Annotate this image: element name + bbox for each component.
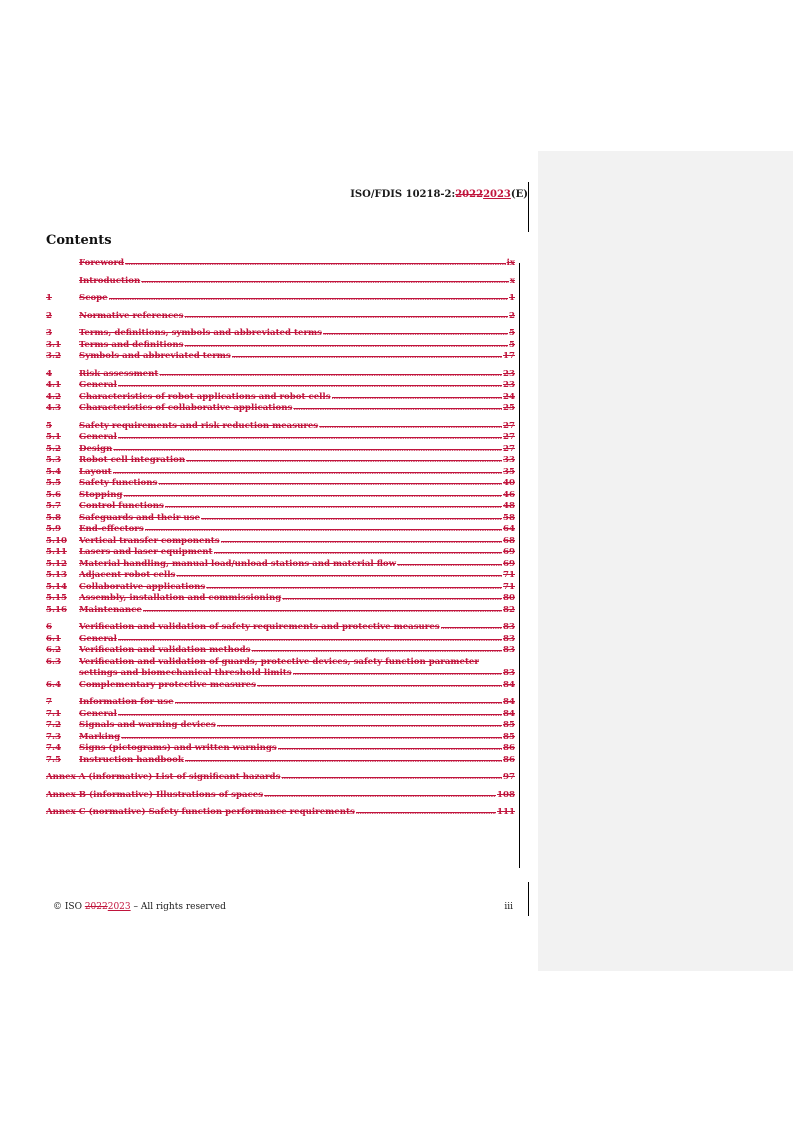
toc-entry[interactable] <box>46 559 515 571</box>
toc-entry-label: Control functions <box>79 501 164 511</box>
toc-entry-number: 5.16 <box>46 604 67 615</box>
toc-leader-dots <box>251 645 502 655</box>
toc-leader-dots <box>441 622 502 632</box>
toc-entry-page: ix <box>506 258 515 268</box>
toc-entry-label: Complementary protective measures <box>79 679 256 690</box>
toc-leader-dots <box>278 743 502 753</box>
toc-entry[interactable] <box>46 697 515 709</box>
toc-entry-page: 17 <box>503 351 515 361</box>
toc-entry-label: Terms and definitions <box>79 339 184 350</box>
toc-entry-label: Layout <box>79 466 112 477</box>
toc-entry-number: 5.3 <box>46 455 61 465</box>
toc-entry[interactable] <box>46 772 515 784</box>
header-year-deleted: 2022 <box>455 189 484 200</box>
header-year-inserted: 2023 <box>483 189 511 200</box>
toc-entry-page: 27 <box>503 443 515 454</box>
toc-entry-label: Characteristics of collaborative applications <box>79 403 293 413</box>
page-footer <box>53 902 513 912</box>
toc-entry[interactable] <box>46 490 515 502</box>
toc-leader-dots <box>158 478 502 488</box>
toc-entry-number: 5.9 <box>46 524 61 534</box>
toc-entry[interactable] <box>46 593 515 605</box>
toc-entry-page: 58 <box>503 512 515 523</box>
toc-entry[interactable] <box>46 403 515 415</box>
toc-entry-label: Instruction handbook <box>79 754 184 765</box>
toc-entry[interactable] <box>46 709 515 721</box>
toc-entry-number: 5.15 <box>46 593 67 603</box>
toc-entry[interactable] <box>46 328 515 340</box>
toc-entry-page: 71 <box>503 570 515 580</box>
toc-entry-label: General <box>79 432 117 442</box>
toc-entry[interactable] <box>46 657 515 669</box>
toc-entry-label: Vertical transfer components <box>79 535 220 546</box>
toc-entry[interactable] <box>46 668 515 680</box>
toc-entry-label: Safeguards and their use <box>79 512 200 523</box>
toc-entry-label: Foreword <box>79 258 125 268</box>
toc-leader-dots <box>206 582 502 592</box>
toc-entry-number: 5.11 <box>46 547 67 557</box>
toc-leader-dots <box>397 559 502 569</box>
toc-entry-label: Design <box>79 443 113 454</box>
toc-entry-page: 86 <box>503 743 515 753</box>
toc-entry[interactable] <box>46 467 515 479</box>
toc-leader-dots <box>319 421 502 431</box>
toc-entry-page: 48 <box>503 501 515 511</box>
toc-leader-dots <box>186 455 502 465</box>
toc-entry-page: 69 <box>503 547 515 557</box>
toc-entry-page: 69 <box>503 558 515 569</box>
toc-entry-page: 85 <box>503 720 515 730</box>
toc-entry-label: Scope <box>79 293 108 303</box>
toc-entry-page: 35 <box>503 466 515 477</box>
toc-leader-dots <box>123 490 502 500</box>
toc-entry-page: 46 <box>503 489 515 500</box>
toc-leader-dots <box>109 293 508 303</box>
toc-entry-page: 23 <box>503 380 515 390</box>
change-bar-footer <box>528 882 529 916</box>
header-prefix: ISO/FDIS 10218-2: <box>350 189 456 200</box>
toc-leader-dots <box>232 351 502 361</box>
toc-leader-dots <box>214 547 503 557</box>
toc-entry[interactable] <box>46 369 515 381</box>
page-number: iii <box>504 902 513 912</box>
toc-entry-label: Terms, definitions, symbols and abbreviated terms <box>79 328 322 338</box>
toc-entry-page: 40 <box>503 478 515 488</box>
toc-entry-number: 5.6 <box>46 489 61 500</box>
change-bar-header <box>528 182 529 232</box>
toc-leader-dots <box>118 634 502 644</box>
toc-entry[interactable] <box>46 732 515 744</box>
toc-entry-label: Annex B (informative) Illustrations of spaces <box>46 789 264 800</box>
toc-entry-number: 5 <box>46 420 52 431</box>
toc-leader-dots <box>323 328 508 338</box>
toc-entry-label: General <box>79 708 117 719</box>
toc-entry-label: settings and biomechanical threshold limits <box>79 668 292 678</box>
toc-entry-label: Adjacent robot cells <box>79 570 176 580</box>
toc-entry-page: 33 <box>503 455 515 465</box>
toc-entry-label: Verification and validation of guards, protective devices, safety function parameter <box>79 656 479 667</box>
toc-entry[interactable] <box>46 790 515 802</box>
toc-entry-page: 23 <box>503 368 515 379</box>
toc-entry-label: Verification and validation of safety requirements and protective measures <box>79 622 440 632</box>
toc-entry[interactable] <box>46 501 515 513</box>
toc-entry-number: 6.4 <box>46 679 61 690</box>
toc-leader-dots <box>184 311 508 321</box>
toc-entry-label: Marking <box>79 731 121 742</box>
toc-entry-number: 7.1 <box>46 708 61 719</box>
toc-entry-number: 5.4 <box>46 466 61 477</box>
toc-entry-page: 83 <box>503 622 515 632</box>
change-bar-toc <box>519 263 520 868</box>
toc-leader-dots <box>125 258 506 268</box>
toc-entry-label: Information for use <box>79 697 174 707</box>
toc-entry-label: General <box>79 380 117 390</box>
comment-pane <box>538 151 793 971</box>
toc-entry-number: 6 <box>46 622 52 632</box>
toc-leader-dots <box>118 432 502 442</box>
toc-leader-dots <box>141 276 509 286</box>
toc-entry-number: 3.1 <box>46 339 61 350</box>
footer-year-inserted: 2023 <box>107 902 131 912</box>
toc-entry-page: 85 <box>503 731 515 742</box>
table-of-contents <box>46 258 515 819</box>
toc-leader-dots <box>293 403 502 413</box>
toc-entry-page: 24 <box>503 391 515 402</box>
toc-entry-label: Robot cell integration <box>79 455 186 465</box>
toc-entry-number: 2 <box>46 310 52 321</box>
toc-entry-number: 6.3 <box>46 656 61 667</box>
toc-entry-number: 5.1 <box>46 432 61 442</box>
toc-entry[interactable] <box>46 276 515 288</box>
toc-leader-dots <box>332 392 502 402</box>
toc-entry-page: 2 <box>509 310 515 321</box>
toc-entry-number: 5.5 <box>46 478 61 488</box>
toc-leader-dots <box>264 790 496 800</box>
toc-entry-number: 7.4 <box>46 743 61 753</box>
toc-entry[interactable] <box>46 351 515 363</box>
header-suffix: (E) <box>510 189 528 200</box>
toc-entry-label: Signals and warning devices <box>79 720 216 730</box>
toc-entry-number: 5.12 <box>46 558 67 569</box>
toc-entry-page: 83 <box>503 668 515 678</box>
toc-leader-dots <box>184 340 508 350</box>
toc-entry-label: Normative references <box>79 310 184 321</box>
toc-entry-page: 83 <box>503 645 515 655</box>
toc-entry[interactable] <box>46 634 515 646</box>
footer-year-deleted: 2022 <box>84 902 108 912</box>
toc-leader-dots <box>113 444 502 454</box>
toc-entry-label: Annex A (informative) List of significant hazards <box>46 772 281 782</box>
toc-entry[interactable] <box>46 380 515 392</box>
toc-entry[interactable] <box>46 720 515 732</box>
toc-entry-page: 82 <box>503 604 515 615</box>
copyright-notice: © ISO 20222023 – All rights reserved <box>53 902 226 912</box>
toc-entry[interactable] <box>46 444 515 456</box>
toc-entry[interactable] <box>46 536 515 548</box>
toc-entry-number: 6.2 <box>46 645 61 655</box>
toc-entry[interactable] <box>46 622 515 634</box>
toc-entry-label: Verification and validation methods <box>79 645 251 655</box>
toc-entry[interactable] <box>46 340 515 352</box>
toc-entry-label: Safety requirements and risk reduction measures <box>79 420 319 431</box>
toc-entry-number: 4.3 <box>46 403 61 413</box>
toc-entry-label: Introduction <box>79 275 141 286</box>
toc-entry[interactable] <box>46 311 515 323</box>
toc-entry-number: 7.3 <box>46 731 61 742</box>
toc-leader-dots <box>118 709 502 719</box>
toc-entry[interactable] <box>46 513 515 525</box>
toc-entry-label: Characteristics of robot applications and robot cells <box>79 391 331 402</box>
toc-leader-dots <box>201 513 502 523</box>
toc-entry-page: 5 <box>509 339 515 350</box>
toc-leader-dots <box>159 369 502 379</box>
toc-entry[interactable] <box>46 421 515 433</box>
toc-leader-dots <box>221 536 502 546</box>
toc-entry-number: 3.2 <box>46 351 61 361</box>
toc-entry-page: 71 <box>503 581 515 592</box>
toc-entry-page: 64 <box>503 524 515 534</box>
toc-leader-dots <box>118 380 502 390</box>
toc-entry-page: 84 <box>503 679 515 690</box>
toc-entry-label: Assembly, installation and commissioning <box>79 593 282 603</box>
toc-entry-number: 5.7 <box>46 501 61 511</box>
toc-leader-dots <box>145 524 502 534</box>
toc-leader-dots <box>175 697 502 707</box>
toc-entry[interactable] <box>46 743 515 755</box>
toc-entry-number: 7.5 <box>46 754 61 765</box>
toc-entry[interactable] <box>46 258 515 270</box>
toc-leader-dots <box>113 467 502 477</box>
toc-entry-number: 7.2 <box>46 720 61 730</box>
toc-entry-number: 1 <box>46 293 52 303</box>
toc-entry-page: 111 <box>497 807 515 817</box>
toc-entry-page: 97 <box>503 772 515 782</box>
toc-entry[interactable] <box>46 605 515 617</box>
toc-entry-label: General <box>79 633 117 644</box>
toc-entry[interactable] <box>46 478 515 490</box>
toc-entry-number: 5.13 <box>46 570 67 580</box>
toc-entry-page: 5 <box>509 328 515 338</box>
contents-title: Contents <box>46 233 112 248</box>
toc-entry-label: Collaborative applications <box>79 581 206 592</box>
toc-entry-label: Maintenance <box>79 604 142 615</box>
toc-entry[interactable] <box>46 392 515 404</box>
toc-entry-label: Material handling, manual load/unload stations and material flow <box>79 558 397 569</box>
toc-entry-label: Annex C (normative) Safety function performance requirements <box>46 807 355 817</box>
toc-entry-label: Stopping <box>79 489 123 500</box>
toc-entry-page: 108 <box>497 789 515 800</box>
toc-entry[interactable] <box>46 432 515 444</box>
toc-leader-dots <box>143 605 502 615</box>
toc-entry[interactable] <box>46 755 515 767</box>
toc-entry-page: 27 <box>503 420 515 431</box>
toc-entry-number: 4.2 <box>46 391 61 402</box>
toc-entry-page: 68 <box>503 535 515 546</box>
toc-entry-page: 27 <box>503 432 515 442</box>
toc-entry[interactable] <box>46 807 515 819</box>
toc-entry[interactable] <box>46 680 515 692</box>
toc-entry[interactable] <box>46 570 515 582</box>
toc-entry-page: 1 <box>509 293 515 303</box>
toc-entry-page: x <box>509 275 515 286</box>
toc-entry-page: 84 <box>503 697 515 707</box>
toc-entry-label: Risk assessment <box>79 368 159 379</box>
toc-leader-dots <box>176 570 502 580</box>
toc-entry-label: Safety functions <box>79 478 158 488</box>
toc-entry[interactable] <box>46 547 515 559</box>
toc-entry-number: 5.8 <box>46 512 61 523</box>
toc-entry[interactable] <box>46 645 515 657</box>
toc-entry[interactable] <box>46 582 515 594</box>
toc-entry-label: Signs (pictograms) and written warnings <box>79 743 277 753</box>
toc-entry-page: 83 <box>503 633 515 644</box>
toc-entry-number: 7 <box>46 697 52 707</box>
toc-entry-number: 4 <box>46 368 52 379</box>
toc-entry-label: Symbols and abbreviated terms <box>79 351 231 361</box>
toc-leader-dots <box>257 680 502 690</box>
toc-entry-page: 25 <box>503 403 515 413</box>
toc-entry-page: 80 <box>503 593 515 603</box>
toc-entry[interactable] <box>46 293 515 305</box>
toc-leader-dots <box>281 772 502 782</box>
toc-entry-number: 5.2 <box>46 443 61 454</box>
toc-leader-dots <box>282 593 502 603</box>
toc-entry-label: Lasers and laser equipment <box>79 547 213 557</box>
toc-leader-dots <box>121 732 502 742</box>
toc-leader-dots <box>185 755 502 765</box>
toc-entry-page: 84 <box>503 708 515 719</box>
toc-entry-label: End-effectors <box>79 524 144 534</box>
document-header <box>350 189 528 200</box>
toc-entry-number: 6.1 <box>46 633 61 644</box>
toc-leader-dots <box>165 501 502 511</box>
toc-entry[interactable] <box>46 455 515 467</box>
toc-entry[interactable] <box>46 524 515 536</box>
toc-entry-number: 4.1 <box>46 380 61 390</box>
toc-leader-dots <box>217 720 502 730</box>
toc-entry-page: 86 <box>503 754 515 765</box>
toc-leader-dots <box>356 807 496 817</box>
toc-entry-number: 5.14 <box>46 581 67 592</box>
toc-entry-number: 5.10 <box>46 535 67 546</box>
toc-leader-dots <box>293 668 502 678</box>
toc-entry-number: 3 <box>46 328 52 338</box>
